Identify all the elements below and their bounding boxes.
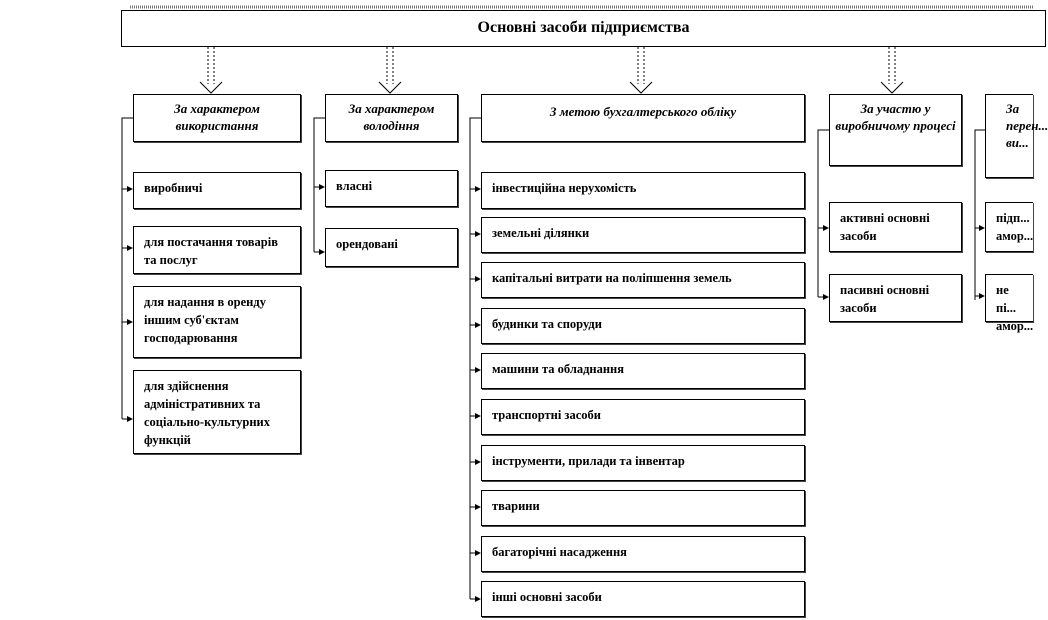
item-buildings: будинки та споруди (481, 308, 805, 344)
item-depreciable: підп... амор... (985, 202, 1033, 252)
item-investment-property: інвестиційна нерухомість (481, 172, 805, 209)
item-production: виробничі (133, 172, 301, 209)
item-non-depreciable: не пі... амор... (985, 274, 1033, 322)
heading-production-role: За участю у виробничому процесі (829, 94, 962, 166)
item-machinery: машини та обладнання (481, 353, 805, 389)
heading-accounting: З метою бухгалтерського обліку (481, 94, 805, 142)
heading-ownership: За характером володіння (325, 94, 458, 142)
item-lease-out: для надання в оренду іншим суб'єктам господарювання (133, 286, 301, 358)
heading-depreciation: За перен... ви... (985, 94, 1033, 178)
item-vehicles: транспортні засоби (481, 399, 805, 435)
item-animals: тварини (481, 490, 805, 526)
item-land-improvements: капітальні витрати на поліпшення земель (481, 262, 805, 298)
item-perennials: багаторічні насадження (481, 536, 805, 572)
item-passive: пасивні основні засоби (829, 274, 962, 322)
diagram-title: Основні засоби підприємства (121, 10, 1046, 47)
title-arrowheads (200, 82, 903, 93)
item-own: власні (325, 170, 458, 207)
title-down-arrows (208, 47, 895, 84)
heading-usage: За характером використання (133, 94, 301, 142)
item-other: інші основні засоби (481, 581, 805, 617)
item-leased: орендовані (325, 228, 458, 267)
item-admin: для здійснення адміністративних та соціально-культурних функцій (133, 370, 301, 454)
item-land: земельні ділянки (481, 217, 805, 253)
item-active: активні основні засоби (829, 202, 962, 252)
item-supply: для постачання товарів та послуг (133, 226, 301, 274)
item-tools: інструменти, прилади та інвентар (481, 445, 805, 481)
